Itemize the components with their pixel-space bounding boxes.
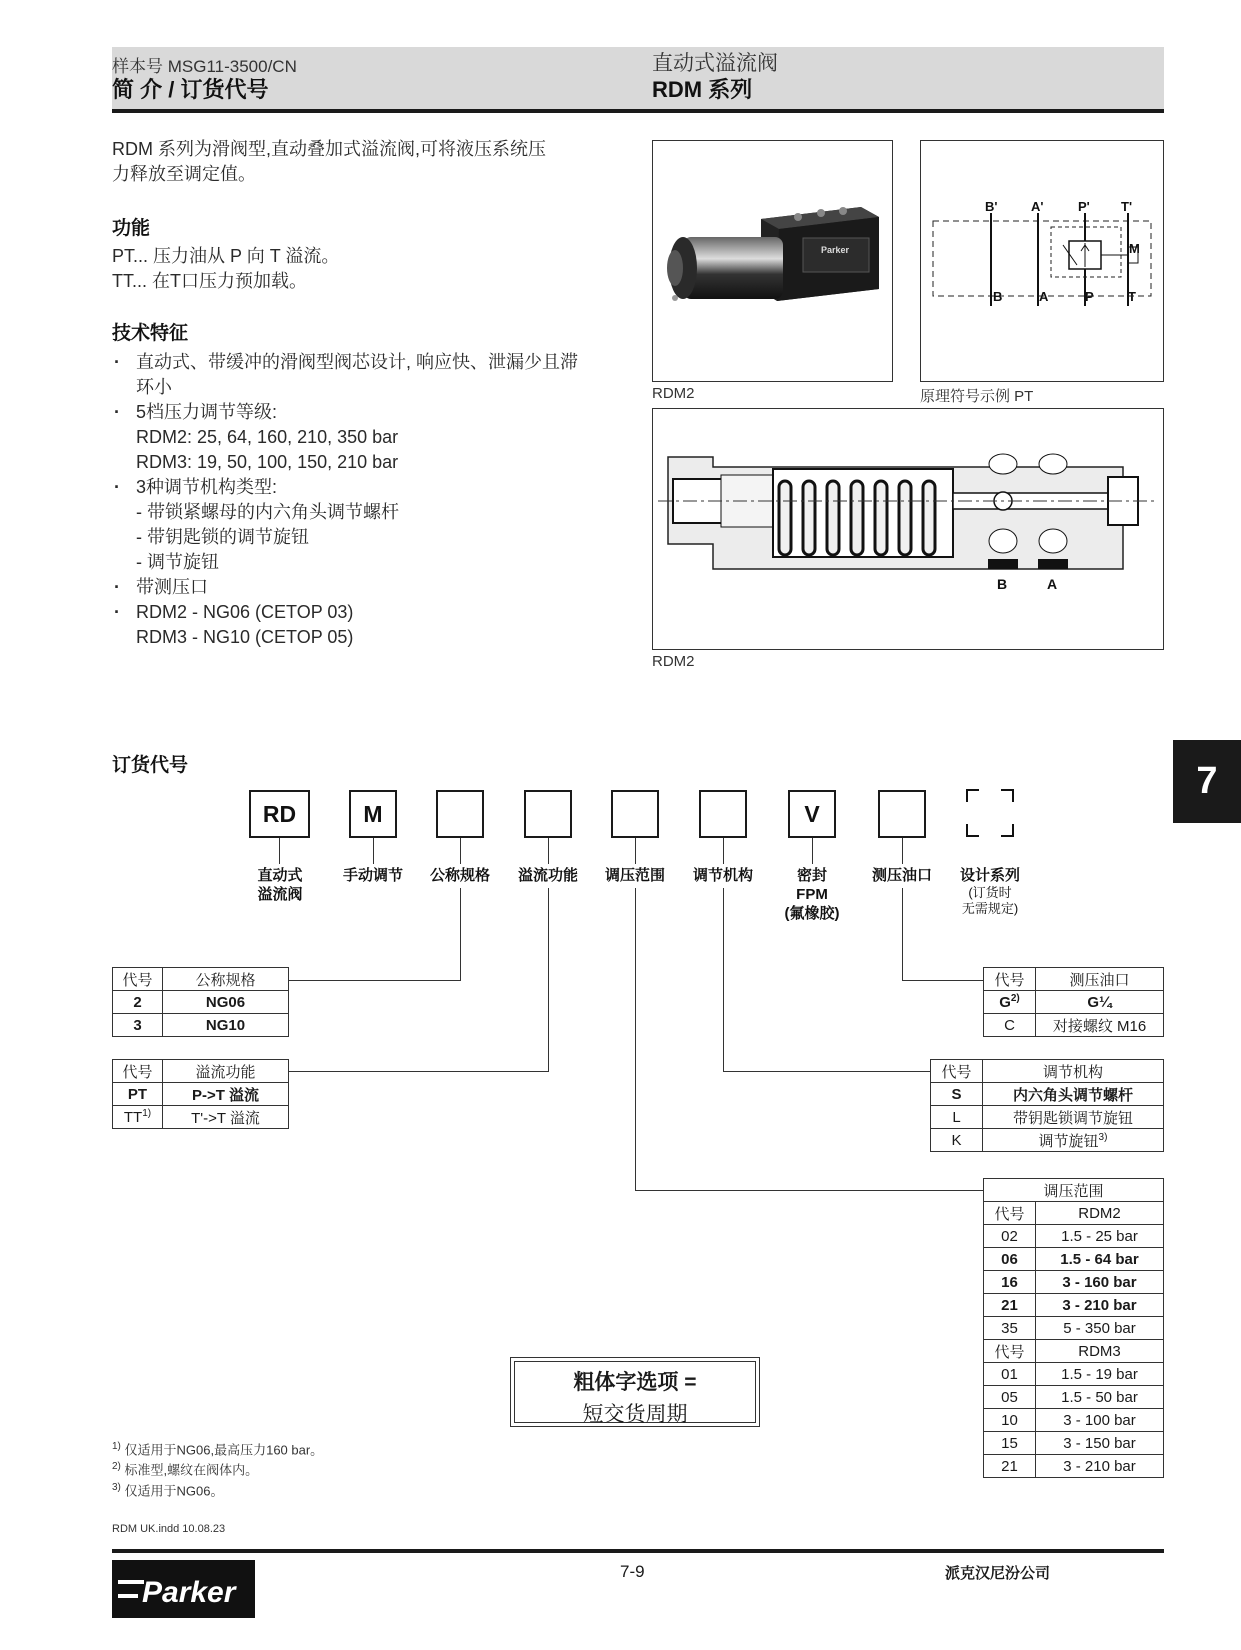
footnote-2: $^{2)}$ 标准型,螺纹在阀体内。 [112,1461,259,1478]
code-label: 设计系列 (订货时 无需规定) [959,867,1020,916]
footer-rule [112,1549,1164,1553]
table-row: 01 1.5 - 19 bar [984,1363,1164,1386]
photo-caption: RDM2 [652,385,695,402]
parker-logo [112,1560,255,1618]
connector-line [723,838,724,864]
connector-line [635,1190,983,1191]
features-list [112,350,632,650]
code-box-v: V [788,790,836,838]
code-label: 密封 FPM (氟橡胶) [784,867,840,922]
port-label: B [993,289,1003,304]
company-name: 派克汉尼汾公司 [945,1565,1051,1582]
port-label: A [1039,289,1049,304]
table-row: 21 3 - 210 bar [984,1294,1164,1317]
table-row: S 内六角头调节螺杆 [931,1083,1164,1106]
connector-line [635,888,636,1190]
table-row: 3 NG10 [113,1014,289,1037]
table-relief-function: 代号 溢流功能 PT P->T 溢流 TT$^{1)}$ T'->T 溢流 [112,1059,289,1129]
footnotes [112,1438,323,1499]
port-label: T [1128,289,1136,304]
legend-line1: 粗体字选项 = [573,1371,697,1394]
connector-line [812,838,813,864]
port-label: A [1047,576,1058,592]
table-row: C 对接螺纹 M16 [984,1014,1164,1037]
feature-item: · 5档压力调节等级: RDM2: 25, 64, 160, 210, 350 bar RDM3: 19, 50, 100, 150, 210 bar [112,400,632,475]
table-row: TT$^{1)}$ T'->T 溢流 [113,1106,289,1129]
connector-line [723,1071,930,1072]
product-photo [652,140,893,382]
bold-legend-box [510,1357,760,1427]
table-adjustment: 代号 调节机构 S 内六角头调节螺杆 L 带钥匙锁调节旋钮 K 调节旋钮$^{3)}$ [930,1059,1164,1152]
legend-line2: 短交货周期 [582,1403,688,1426]
table-row: 05 1.5 - 50 bar [984,1386,1164,1409]
code-label: 溢流功能 [517,867,578,884]
code-label: 测压油口 [871,867,932,884]
code-label: 调压范围 [604,867,665,884]
code-box-rd: RD [249,790,310,838]
connector-line [723,888,724,1071]
code-label: 手动调节 [342,867,403,884]
product-subtitle: 直动式溢流阀 [652,52,778,75]
code-box-gauge [878,790,926,838]
feature-item: · RDM2 - NG06 (CETOP 03) RDM3 - NG10 (CETOP 05) [112,600,632,650]
features-heading: 技术特征 [112,323,189,344]
code-label: 调节机构 [692,867,753,884]
connector-line [460,838,461,864]
table-row: $G^{2)}$ G¼ [984,991,1164,1014]
connector-line [902,888,903,980]
photo-brand: Parker [821,245,850,255]
port-label: B' [985,199,998,214]
code-label: 公称规格 [429,867,490,884]
port-label: M [1129,241,1140,256]
file-info: RDM UK.indd 10.08.23 [112,1523,226,1535]
table-row: 2 NG06 [113,991,289,1014]
footnote-3: $^{3)}$ 仅适用于NG06。 [112,1481,224,1498]
table-gauge-port: 代号 测压油口 $G^{2)}$ G¼ C 对接螺纹 M16 [983,967,1164,1037]
table-row: 15 3 - 150 bar [984,1432,1164,1455]
chapter-tab: 7 [1173,740,1241,823]
table-nominal-size: 代号 公称规格 2 NG06 3 NG10 [112,967,289,1037]
connector-line [373,838,374,864]
connector-line [548,888,549,1071]
connector-line [289,980,461,981]
section-title: 简 介 / 订货代号 [112,77,269,102]
code-box-pressure [611,790,659,838]
connector-line [902,838,903,864]
table-row: 35 5 - 350 bar [984,1317,1164,1340]
symbol-caption: 原理符号示例 PT [920,388,1034,405]
connector-line [289,1071,549,1072]
connector-line [460,888,461,980]
feature-item: · 带测压口 [112,575,632,600]
section-drawing [652,408,1164,650]
logo-text: Parker [142,1576,236,1609]
sectional-view [653,409,1163,649]
table-row: 16 3 - 160 bar [984,1271,1164,1294]
function-list: PT... 压力油从 P 向 T 溢流。 TT... 在T口压力预加载。 [112,246,340,291]
connector-line [548,838,549,864]
catalog-number: 样本号 MSG11-3500/CN [112,57,297,76]
feature-item: · 3种调节机构类型: - 带锁紧螺母的内六角头调节螺杆 - 带钥匙锁的调节旋钮 - 调节旋钮 [112,475,632,575]
valve-photo-illustration [653,141,892,381]
ordering-heading: 订货代号 [112,755,189,776]
port-label: T' [1121,199,1133,214]
hydraulic-symbol [920,140,1164,382]
symbol-diagram [921,141,1163,381]
feature-item: · 直动式、带缓冲的滑阀型阀芯设计, 响应快、泄漏少且滞 环小 [112,350,632,400]
code-box-size [436,790,484,838]
code-box-design-series [965,788,1015,838]
code-box-relief [524,790,572,838]
code-box-adjust [699,790,747,838]
connector-line [902,980,983,981]
table-row: 21 3 - 210 bar [984,1455,1164,1478]
code-box-m: M [349,790,397,838]
connector-line [279,838,280,864]
table-row: L 带钥匙锁调节旋钮 [931,1106,1164,1129]
table-row: K 调节旋钮$^{3)}$ [931,1129,1164,1152]
function-heading: 功能 [112,218,151,239]
port-label: B [997,576,1008,592]
port-label: P' [1078,199,1090,214]
section-caption: RDM2 [652,653,695,670]
table-row: 10 3 - 100 bar [984,1409,1164,1432]
table-row: PT P->T 溢流 [113,1083,289,1106]
footnote-1: $^{1)}$ 仅适用于NG06,最高压力160 bar。 [112,1441,324,1458]
table-row: 06 1.5 - 64 bar [984,1248,1164,1271]
code-label: 直动式 溢流阀 [257,867,303,903]
intro-description: RDM 系列为滑阀型,直动叠加式溢流阀,可将液压系统压 力释放至调定值。 [112,139,546,184]
page-header [112,47,1164,113]
connector-line [635,838,636,864]
port-label: P [1085,289,1094,304]
page-number: 7-9 [620,1562,645,1581]
port-label: A' [1031,199,1044,214]
table-row: 02 1.5 - 25 bar [984,1225,1164,1248]
table-pressure-range: 调压范围 代号 RDM2 02 1.5 - 25 bar 06 1.5 - 64 bar 16 3 - 160 bar 21 3 - 210 bar 35 5 - 350 bar 代号 RDM3 01 1.5 - 19 bar 05 1.5 - 50 bar 10 3 - 100 bar 15 3 - 150 bar 21 3 - 210 bar [983,1178,1164,1478]
product-series: RDM 系列 [652,77,753,102]
